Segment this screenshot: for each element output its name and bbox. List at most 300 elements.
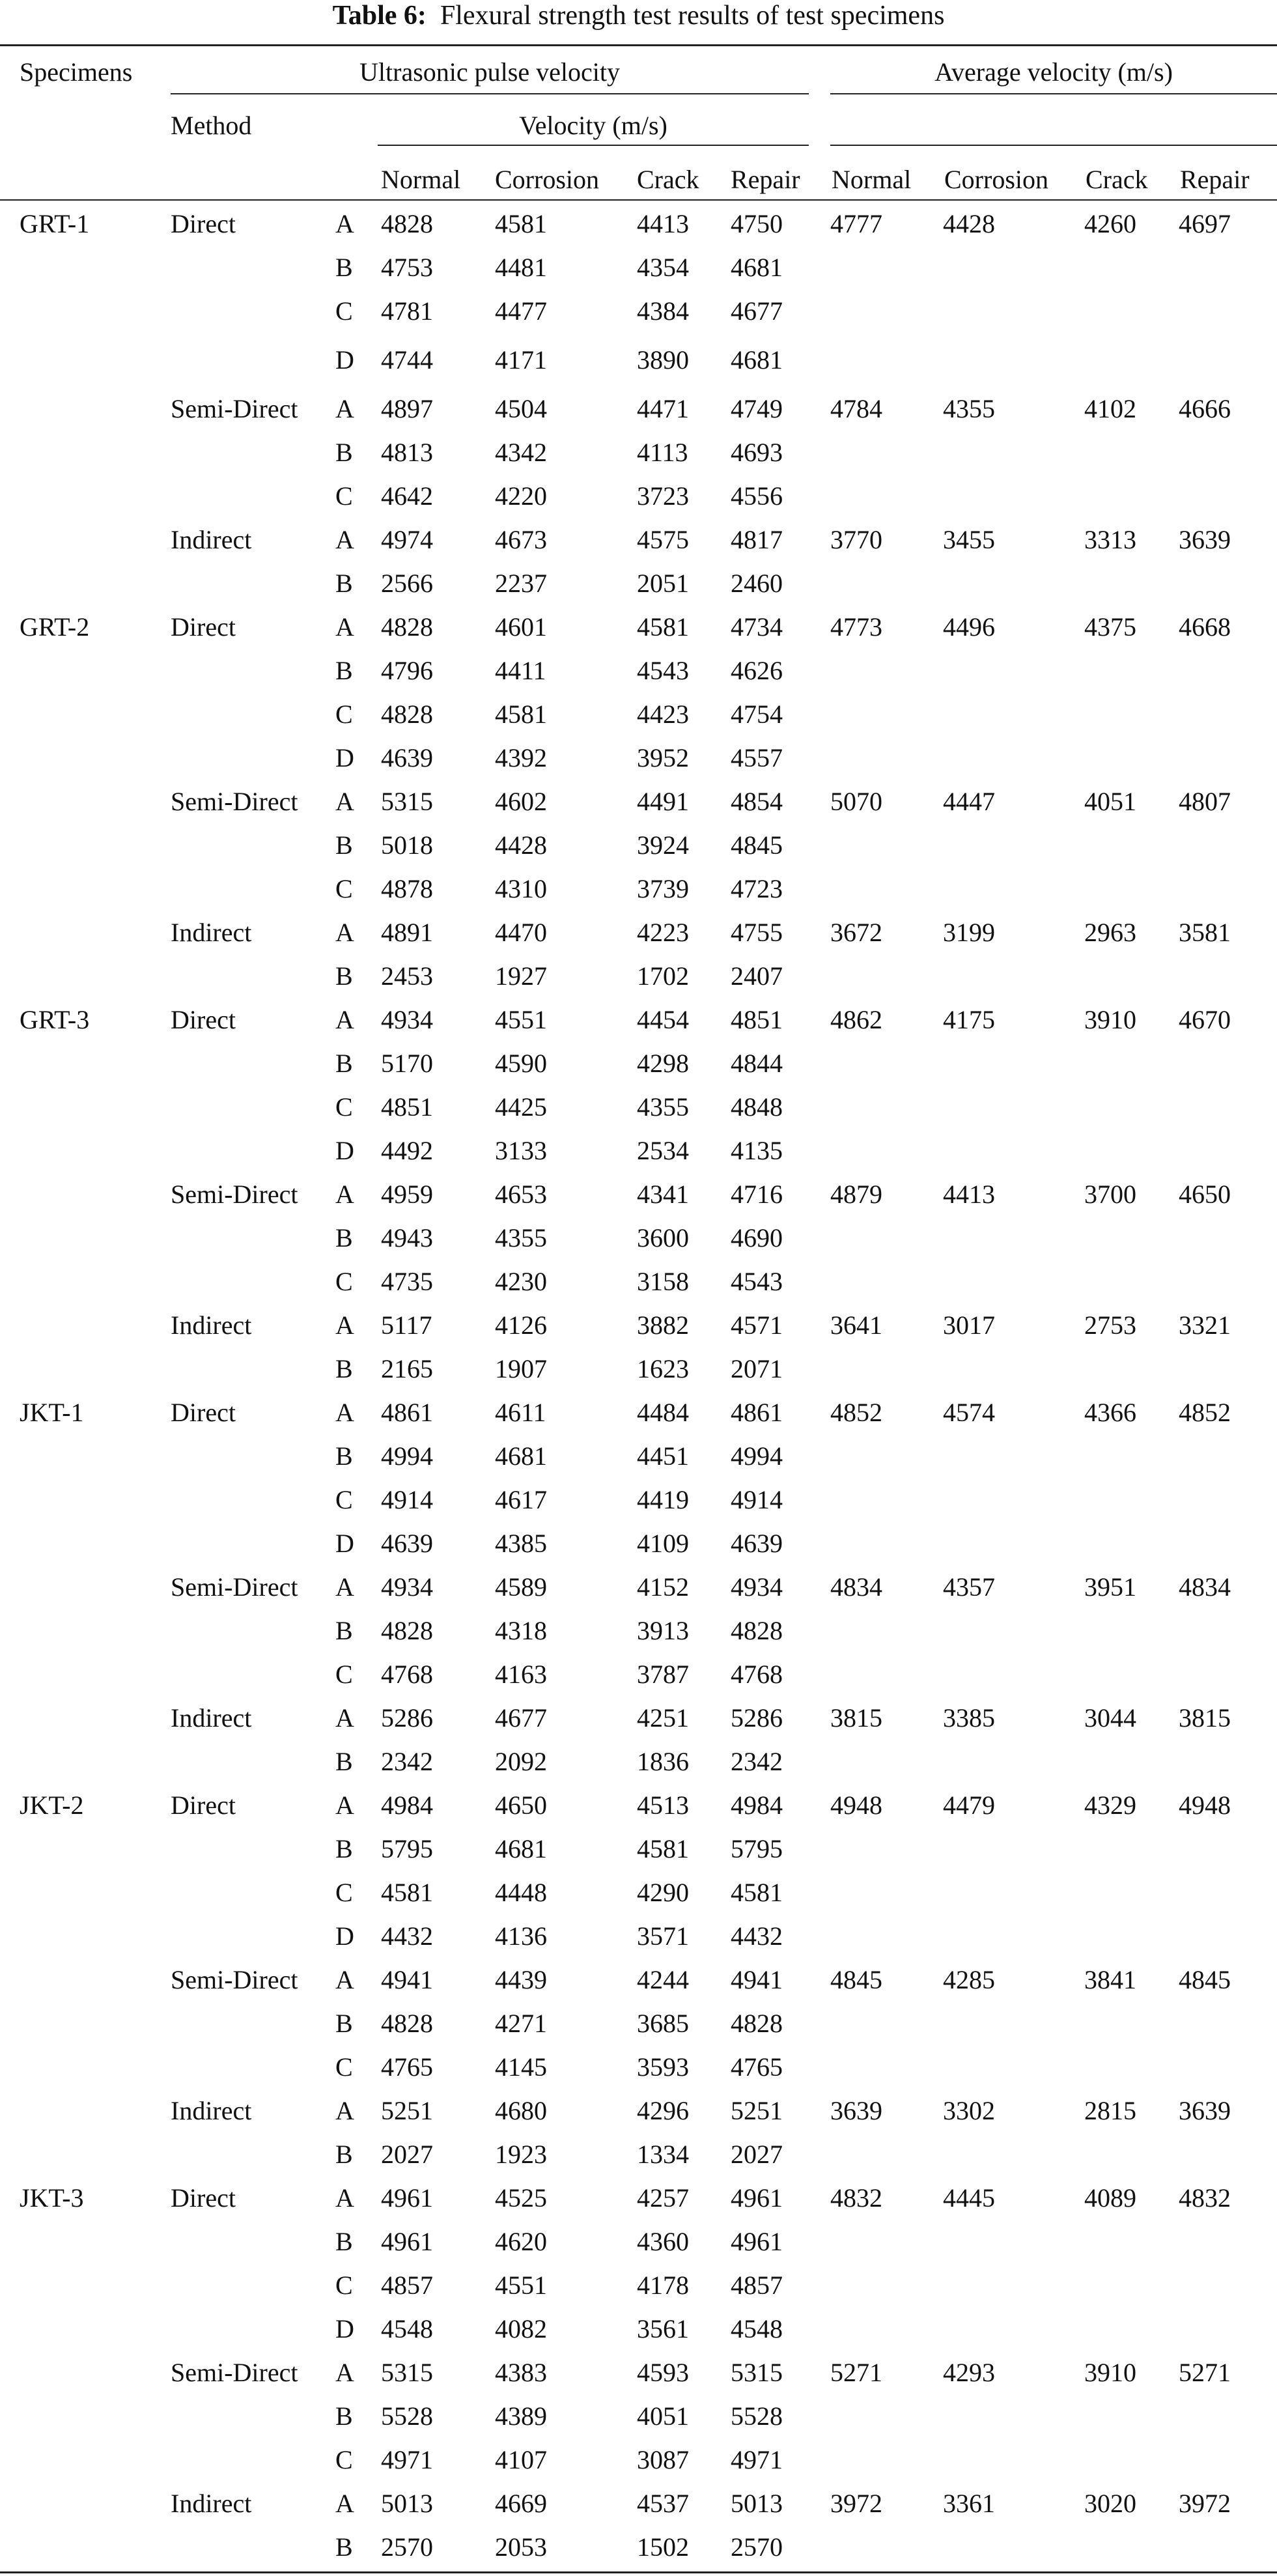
point-cell: A: [335, 787, 354, 816]
specimen-cell: [0, 1827, 171, 1871]
velocity-cell: 2053: [495, 2532, 547, 2562]
velocity-cell: 4135: [731, 1136, 783, 1165]
point-cell: B: [335, 2532, 353, 2562]
point-cell: B: [335, 1223, 353, 1253]
table-row: [0, 998, 1277, 1041]
point-cell: D: [335, 743, 354, 772]
point-cell: A: [335, 1180, 354, 1209]
method-cell: Semi-Direct: [171, 1180, 298, 1209]
average-cell: [1179, 692, 1277, 736]
average-cell: [830, 736, 943, 780]
velocity-cell: 4828: [731, 1616, 783, 1645]
average-cell: [1084, 2132, 1179, 2176]
velocity-cell: 4639: [731, 1529, 783, 1558]
header-repair: Repair: [731, 165, 800, 194]
average-cell: 4285: [943, 1965, 995, 1994]
average-cell: 4293: [943, 2358, 995, 2387]
table-row: [0, 1041, 1277, 1085]
velocity-cell: 4145: [495, 2052, 547, 2082]
average-cell: [830, 1871, 943, 1914]
average-cell: [943, 2263, 1084, 2307]
average-cell: [1179, 561, 1277, 605]
table-row: [0, 2394, 1277, 2438]
velocity-cell: 5315: [731, 2358, 783, 2387]
header-corrosion: Corrosion: [495, 165, 599, 194]
velocity-cell: 4163: [495, 1660, 547, 1689]
velocity-cell: 4342: [495, 438, 547, 467]
average-cell: [943, 1085, 1084, 1129]
method-cell: [171, 1740, 335, 1783]
table-row: [0, 246, 1277, 289]
specimen-cell: [0, 823, 171, 867]
velocity-cell: 2165: [381, 1354, 433, 1383]
average-cell: [943, 1041, 1084, 1085]
method-cell: [171, 692, 335, 736]
average-cell: [830, 1652, 943, 1696]
velocity-cell: 4513: [637, 1790, 689, 1820]
average-cell: [830, 2438, 943, 2482]
method-cell: [171, 1129, 335, 1172]
average-cell: 2815: [1084, 2096, 1136, 2125]
average-cell: [1084, 823, 1179, 867]
average-cell: 3841: [1084, 1965, 1136, 1994]
average-cell: 3302: [943, 2096, 995, 2125]
average-cell: 5070: [830, 787, 882, 816]
specimen-cell: [0, 1129, 171, 1172]
header-velocity: Velocity (m/s): [519, 111, 667, 140]
table-row: [0, 692, 1277, 736]
specimen-cell: [0, 474, 171, 518]
average-cell: 4879: [830, 1180, 882, 1209]
velocity-cell: 4891: [381, 918, 433, 947]
table-row: [0, 736, 1277, 780]
average-cell: [830, 1827, 943, 1871]
average-cell: [830, 431, 943, 474]
average-cell: 5271: [1179, 2358, 1231, 2387]
table-row: [0, 1129, 1277, 1172]
velocity-cell: 4448: [495, 1878, 547, 1907]
velocity-cell: 4828: [381, 700, 433, 729]
method-cell: [171, 1914, 335, 1958]
average-cell: [943, 2307, 1084, 2351]
velocity-cell: 4296: [637, 2096, 689, 2125]
header-avg-crack: Crack: [1086, 165, 1148, 194]
average-cell: [943, 474, 1084, 518]
average-cell: [1179, 1129, 1277, 1172]
specimen-cell: [0, 649, 171, 692]
velocity-cell: 3913: [637, 1616, 689, 1645]
table-row: [0, 2176, 1277, 2220]
method-cell: [171, 954, 335, 998]
method-cell: Indirect: [171, 525, 252, 554]
specimen-cell: [0, 2263, 171, 2307]
velocity-cell: 5286: [731, 1703, 783, 1733]
average-cell: [1084, 2220, 1179, 2263]
point-cell: B: [335, 253, 353, 282]
velocity-cell: 2051: [637, 569, 689, 598]
velocity-cell: 5013: [731, 2489, 783, 2518]
velocity-cell: 4961: [731, 2183, 783, 2213]
header-normal: Normal: [381, 165, 461, 194]
velocity-cell: 4423: [637, 700, 689, 729]
velocity-cell: 4590: [495, 1049, 547, 1078]
method-cell: [171, 1871, 335, 1914]
point-cell: C: [335, 2271, 353, 2300]
average-cell: [1179, 736, 1277, 780]
velocity-cell: 3924: [637, 830, 689, 860]
average-cell: [830, 649, 943, 692]
average-cell: [1084, 1216, 1179, 1260]
average-cell: 4089: [1084, 2183, 1136, 2213]
method-cell: Indirect: [171, 1703, 252, 1733]
velocity-cell: 4693: [731, 438, 783, 467]
velocity-cell: 4383: [495, 2358, 547, 2387]
velocity-cell: 4934: [381, 1572, 433, 1602]
average-cell: [1084, 2045, 1179, 2089]
average-cell: [1084, 246, 1179, 289]
average-cell: [1084, 1871, 1179, 1914]
table-row: [0, 1914, 1277, 1958]
average-cell: [830, 1216, 943, 1260]
method-cell: [171, 823, 335, 867]
specimen-cell: JKT-1: [20, 1398, 84, 1427]
specimen-cell: JKT-2: [20, 1790, 84, 1820]
method-cell: [171, 2438, 335, 2482]
velocity-cell: 3600: [637, 1223, 689, 1253]
average-cell: [943, 561, 1084, 605]
method-cell: [171, 2263, 335, 2307]
rule-under-upv: [171, 93, 809, 94]
velocity-cell: 4681: [731, 253, 783, 282]
method-cell: [171, 2307, 335, 2351]
velocity-cell: 5170: [381, 1049, 433, 1078]
average-cell: [1084, 1522, 1179, 1565]
table-row: [0, 1434, 1277, 1478]
average-cell: 3199: [943, 918, 995, 947]
table-row: [0, 1216, 1277, 1260]
average-cell: [1084, 1652, 1179, 1696]
average-cell: [1084, 2002, 1179, 2045]
average-cell: [830, 2394, 943, 2438]
method-cell: [171, 2220, 335, 2263]
velocity-cell: 1502: [637, 2532, 689, 2562]
average-cell: [1084, 333, 1179, 387]
average-cell: [1179, 1260, 1277, 1303]
specimen-cell: [0, 1041, 171, 1085]
method-cell: [171, 1085, 335, 1129]
velocity-cell: 4178: [637, 2271, 689, 2300]
velocity-cell: 3087: [637, 2445, 689, 2474]
average-cell: [1179, 1216, 1277, 1260]
velocity-cell: 4753: [381, 253, 433, 282]
point-cell: D: [335, 345, 354, 375]
average-cell: 4650: [1179, 1180, 1231, 1209]
velocity-cell: 3158: [637, 1267, 689, 1296]
specimen-cell: [0, 1871, 171, 1914]
velocity-cell: 4680: [495, 2096, 547, 2125]
average-cell: [830, 246, 943, 289]
specimen-cell: [0, 954, 171, 998]
average-cell: [1179, 2394, 1277, 2438]
table-row: [0, 2482, 1277, 2525]
velocity-cell: 4484: [637, 1398, 689, 1427]
average-cell: [943, 2132, 1084, 2176]
velocity-cell: 4385: [495, 1529, 547, 1558]
velocity-cell: 4251: [637, 1703, 689, 1733]
method-cell: Semi-Direct: [171, 1965, 298, 1994]
specimen-cell: [0, 2525, 171, 2569]
point-cell: B: [335, 1441, 353, 1471]
velocity-cell: 4744: [381, 345, 433, 375]
velocity-cell: 4126: [495, 1310, 547, 1340]
velocity-cell: 4768: [731, 1660, 783, 1689]
point-cell: B: [335, 656, 353, 685]
specimen-cell: [0, 2307, 171, 2351]
method-cell: [171, 1609, 335, 1652]
average-cell: 3672: [830, 918, 882, 947]
specimen-cell: [0, 1958, 171, 2002]
velocity-cell: 4551: [495, 2271, 547, 2300]
average-cell: [943, 289, 1084, 333]
average-cell: [1084, 289, 1179, 333]
table-row: [0, 1958, 1277, 2002]
specimen-cell: [0, 1609, 171, 1652]
average-cell: 3951: [1084, 1572, 1136, 1602]
velocity-cell: 4620: [495, 2227, 547, 2256]
velocity-cell: 4813: [381, 438, 433, 467]
velocity-cell: 5018: [381, 830, 433, 860]
velocity-cell: 4581: [495, 700, 547, 729]
average-cell: 4355: [943, 394, 995, 423]
method-cell: [171, 1478, 335, 1522]
point-cell: B: [335, 1834, 353, 1863]
specimen-cell: [0, 2132, 171, 2176]
velocity-cell: 4749: [731, 394, 783, 423]
average-cell: 4366: [1084, 1398, 1136, 1427]
average-cell: [943, 823, 1084, 867]
average-cell: [830, 1129, 943, 1172]
velocity-cell: 1927: [495, 961, 547, 991]
velocity-cell: 4392: [495, 743, 547, 772]
average-cell: [1084, 954, 1179, 998]
velocity-cell: 3723: [637, 481, 689, 511]
average-cell: 4845: [1179, 1965, 1231, 1994]
rule-under-avg: [830, 93, 1277, 94]
specimen-cell: [0, 780, 171, 823]
velocity-cell: 4617: [495, 1485, 547, 1514]
table-row: [0, 2132, 1277, 2176]
average-cell: 3700: [1084, 1180, 1136, 1209]
velocity-cell: 5795: [381, 1834, 433, 1863]
velocity-cell: 4581: [731, 1878, 783, 1907]
velocity-cell: 4941: [731, 1965, 783, 1994]
velocity-cell: 4557: [731, 743, 783, 772]
average-cell: [1179, 1609, 1277, 1652]
velocity-cell: 4432: [731, 1921, 783, 1951]
average-cell: 4102: [1084, 394, 1136, 423]
table-row: [0, 518, 1277, 561]
velocity-cell: 4470: [495, 918, 547, 947]
velocity-cell: 5251: [731, 2096, 783, 2125]
velocity-cell: 4589: [495, 1572, 547, 1602]
average-cell: 4357: [943, 1572, 995, 1602]
specimen-cell: [0, 1085, 171, 1129]
point-cell: B: [335, 2401, 353, 2431]
velocity-cell: 4581: [637, 612, 689, 642]
average-cell: [1179, 2132, 1277, 2176]
velocity-cell: 3133: [495, 1136, 547, 1165]
specimen-cell: [0, 1347, 171, 1391]
table-row: [0, 867, 1277, 911]
average-cell: [1084, 1347, 1179, 1391]
velocity-cell: 4593: [637, 2358, 689, 2387]
average-cell: [1179, 2220, 1277, 2263]
average-cell: [1179, 867, 1277, 911]
point-cell: C: [335, 1485, 353, 1514]
average-cell: 4670: [1179, 1005, 1231, 1034]
velocity-cell: 4861: [731, 1398, 783, 1427]
specimen-cell: [0, 1522, 171, 1565]
point-cell: A: [335, 1965, 354, 1994]
average-cell: [943, 2045, 1084, 2089]
average-cell: [830, 2045, 943, 2089]
velocity-cell: 4677: [731, 296, 783, 326]
specimen-cell: [0, 518, 171, 561]
average-cell: [1179, 1041, 1277, 1085]
velocity-cell: 4974: [381, 525, 433, 554]
average-cell: [830, 2002, 943, 2045]
average-cell: [830, 561, 943, 605]
velocity-cell: 4298: [637, 1049, 689, 1078]
average-cell: [943, 1129, 1084, 1172]
average-cell: [1179, 1914, 1277, 1958]
average-cell: [830, 1914, 943, 1958]
average-cell: [943, 736, 1084, 780]
specimen-cell: [0, 2220, 171, 2263]
velocity-cell: 4959: [381, 1180, 433, 1209]
velocity-cell: 4796: [381, 656, 433, 685]
velocity-cell: 4355: [495, 1223, 547, 1253]
velocity-cell: 4626: [731, 656, 783, 685]
point-cell: A: [335, 1703, 354, 1733]
velocity-cell: 4681: [495, 1441, 547, 1471]
point-cell: A: [335, 2183, 354, 2213]
average-cell: 3639: [1179, 525, 1231, 554]
average-cell: [1084, 2263, 1179, 2307]
method-cell: [171, 736, 335, 780]
average-cell: [943, 867, 1084, 911]
table-body: [0, 202, 1277, 2569]
average-cell: [943, 1914, 1084, 1958]
point-cell: C: [335, 700, 353, 729]
average-cell: [830, 2307, 943, 2351]
table-row: [0, 1303, 1277, 1347]
method-cell: [171, 474, 335, 518]
specimen-cell: [0, 333, 171, 387]
table-row: [0, 474, 1277, 518]
method-cell: Direct: [171, 1005, 236, 1034]
velocity-cell: 1836: [637, 1747, 689, 1776]
velocity-cell: 4355: [637, 1092, 689, 1122]
point-cell: C: [335, 1878, 353, 1907]
average-cell: [943, 333, 1084, 387]
velocity-cell: 3787: [637, 1660, 689, 1689]
velocity-cell: 4471: [637, 394, 689, 423]
table-row: [0, 1652, 1277, 1696]
velocity-cell: 4755: [731, 918, 783, 947]
velocity-cell: 4543: [731, 1267, 783, 1296]
average-cell: 4807: [1179, 787, 1231, 816]
average-cell: [1084, 1740, 1179, 1783]
average-cell: [943, 1740, 1084, 1783]
average-cell: 3313: [1084, 525, 1136, 554]
average-cell: 3385: [943, 1703, 995, 1733]
average-cell: [943, 2438, 1084, 2482]
average-cell: 4777: [830, 209, 882, 238]
point-cell: A: [335, 1398, 354, 1427]
table-row: [0, 605, 1277, 649]
specimen-cell: GRT-2: [20, 612, 90, 642]
velocity-cell: 2342: [731, 1747, 783, 1776]
specimen-cell: [0, 1172, 171, 1216]
point-cell: B: [335, 438, 353, 467]
velocity-cell: 2566: [381, 569, 433, 598]
average-cell: 5271: [830, 2358, 882, 2387]
average-cell: 4260: [1084, 209, 1136, 238]
method-cell: [171, 246, 335, 289]
average-cell: [1084, 736, 1179, 780]
average-cell: [830, 1434, 943, 1478]
velocity-cell: 4152: [637, 1572, 689, 1602]
average-cell: 3361: [943, 2489, 995, 2518]
velocity-cell: 4878: [381, 874, 433, 903]
average-cell: [1179, 1871, 1277, 1914]
specimen-cell: [0, 2438, 171, 2482]
specimen-cell: [0, 1478, 171, 1522]
average-cell: [830, 1740, 943, 1783]
point-cell: D: [335, 1529, 354, 1558]
table-row: [0, 1085, 1277, 1129]
point-cell: A: [335, 209, 354, 238]
average-cell: 4697: [1179, 209, 1231, 238]
average-cell: [830, 1041, 943, 1085]
average-cell: 4666: [1179, 394, 1231, 423]
average-cell: [1179, 2525, 1277, 2569]
average-cell: [1084, 1914, 1179, 1958]
velocity-cell: 4571: [731, 1310, 783, 1340]
average-cell: [1179, 1434, 1277, 1478]
velocity-cell: 4581: [381, 1878, 433, 1907]
velocity-cell: 4934: [381, 1005, 433, 1034]
specimen-cell: [0, 387, 171, 431]
average-cell: [943, 2525, 1084, 2569]
velocity-cell: 4681: [731, 345, 783, 375]
average-cell: [943, 1216, 1084, 1260]
point-cell: A: [335, 1572, 354, 1602]
header-avg-corrosion: Corrosion: [944, 165, 1048, 194]
velocity-cell: 4828: [381, 209, 433, 238]
velocity-cell: 4642: [381, 481, 433, 511]
average-cell: 3815: [1179, 1703, 1231, 1733]
specimen-cell: [0, 1565, 171, 1609]
velocity-cell: 4914: [381, 1485, 433, 1514]
velocity-cell: 4318: [495, 1616, 547, 1645]
table-row: [0, 202, 1277, 246]
specimen-cell: [0, 2351, 171, 2394]
velocity-cell: 2460: [731, 569, 783, 598]
velocity-cell: 4601: [495, 612, 547, 642]
average-cell: 3020: [1084, 2489, 1136, 2518]
